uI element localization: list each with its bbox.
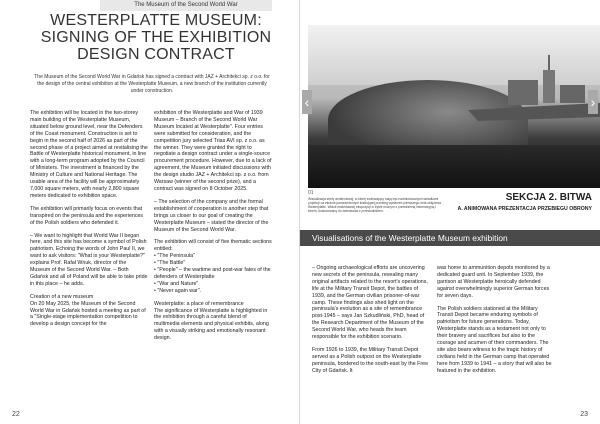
paragraph: The exhibition will consist of five thematic sections entitled: • "The Peninsula" • "The Battle" • "People" – the wartime and post-war fates of the defenders of Westerplatte • "War and Nature" • "Never again war".	[154, 239, 272, 294]
running-head: The Museum of the Second World War	[100, 0, 272, 11]
paragraph: was home to ammunition depots monitored by a dedicated guard unit. In September 1939, the garrison at Westerplatte heroically defended against overwhelmingly superior German forces for seven days.	[437, 265, 550, 299]
paragraph: The exhibition will be located in the two-storey main building of the Westerplatte Museum, situated below ground level, near the Defenders of the Coast monument. Construction is set to begin in the second half of 2026 as part of the second phase of a project aimed at revitalising the Battle of Westerplatte historical monument, in line with a long-term program adopted by the Council of Ministers. The investment is financed by the Ministry of Culture and National Heritage. The usable area of the facility will be approximately 7,000 square meters, with nearly 2,800 square meters dedicated to exhibition space.	[30, 110, 148, 199]
paragraph: Westerplatte: a place of remembrance The significance of Westerplatte is highlighted in the exhibition through a careful blend of multimedia elements and physical exhibits, along with a visually striking and emotionally resonant design.	[154, 300, 269, 342]
exhibition-photo	[308, 25, 600, 188]
page-number: 23	[580, 411, 588, 418]
paragraph: exhibition of the Westerplatte and War of 1939 Museum – Branch of the Second World War Museum located at Westerplatte". Four entries were submitted for consideration, and the competition jury selected Trias AVI sp. z o.o. as the winner. They were granted the right to negotiate a design contract under a single-source procurement procedure. However, due to a lack of agreement, the Museum initiated discussions with the design studio JAZ + Architekci sp. z o.o. from Warsaw (winner of the second prize), and a contract was signed on 8 October 2025.	[154, 110, 272, 192]
caption-marker: 01	[308, 190, 314, 196]
left-column-2	[154, 110, 272, 348]
photo-caption: Wizualizacja strefy ambientowej, w której zwiedzający mają być nadmiotowanymi świadkami projekcji na ekranie panoramicznym ilustrującej przebieg wydarzeń pierwszego dnia oblężenia Westerplatte. Widok realizowanej ekspozycji w trybie nocnym z przestrzenią informacyjną i kinem, dostosowaną do zwiedzania z przewodnikiem.	[308, 197, 441, 213]
right-column-1	[312, 265, 430, 381]
page-number: 22	[12, 411, 20, 418]
paragraph: The exhibition will primarily focus on events that transpired on the peninsula and the experiences of the Polish soldiers who defended it.	[30, 205, 144, 226]
photo-floor	[308, 145, 600, 188]
section-title: SEKCJA 2. BITWA	[505, 192, 592, 203]
section-subtitle: A. ANIMOWANA PREZENTACJA PRZEBIEGU OBRONY	[457, 206, 592, 212]
article-lead: The Museum of the Second World War in Gdańsk has signed a contract with JAZ + Architekci sp. z o.o. for the design of the central exhibition at the Westerplatte Museum, a new branch of the institution currently under construction.	[34, 74, 270, 94]
paragraph: – We want to highlight that World War II began here, and this site has become a symbol of Polish patriotism. Echoing the words of John Paul II, we want to ask visitors: "What is your Westerplatte?" explains Prof. Rafał Wnuk, director of the Museum of the Second World War. – Both Gdańsk and all of Poland will be able to take pride in this place – he adds.	[30, 232, 148, 287]
chevron-left-icon[interactable]: ‹	[302, 90, 312, 114]
left-column-1	[30, 110, 148, 334]
photo-battleship	[468, 55, 600, 125]
chevron-right-icon[interactable]: ›	[588, 90, 598, 114]
article-title: WESTERPLATTE MUSEUM: SIGNING OF THE EXHIBITION DESIGN CONTRACT	[40, 12, 272, 63]
paragraph: From 1926 to 1939, the Military Transit Depot served as a Polish outpost on the Westerplatte peninsula, bordered to the south-east by the Free City of Gdańsk. It	[312, 346, 429, 374]
right-column-2	[437, 265, 555, 381]
paragraph: – Ongoing archaeological efforts are uncovering new secrets of the peninsula, revealing many original artifacts related to the resort's operations, life at the Military Transit Depot, the battles of 1939, and the German civilian prisoner-of-war camp. These findings also shed light on the peninsula's evolution as a site of remembrance post-1945 – says Jan Szkudliński, PhD, head of the Research Department of the Museum of the Second World War, who heads the team responsible for the exhibition scenario.	[312, 265, 428, 341]
paragraph: – The selection of the company and the formal establishment of cooperation is another step that brings us closer to our goal of creating the Westerplatte Museum – stated the director of the Museum of the Second World War.	[154, 198, 269, 233]
paragraph: Creation of a new museum On 20 May 2025, the Museum of the Second World War in Gdańsk hosted a meeting as part of a "Single-stage implementation competition to develop a design concept for the	[30, 293, 146, 328]
gallery-banner-title: Visualisations of the Westerplatte Museum exhibition	[312, 233, 508, 243]
paragraph: The Polish soldiers stationed at the Military Transit Depot became enduring symbols of patriotism for future generations. Today, Westerplatte stands as a testament not only to their bravery and sacrifices but also to the courage and acumen of their commanders. The site also bears witness to the tragic history of civilians held in the German camp that operated here from 1939 to 1941 – a story that will also be featured in the exhibition.	[437, 305, 552, 374]
